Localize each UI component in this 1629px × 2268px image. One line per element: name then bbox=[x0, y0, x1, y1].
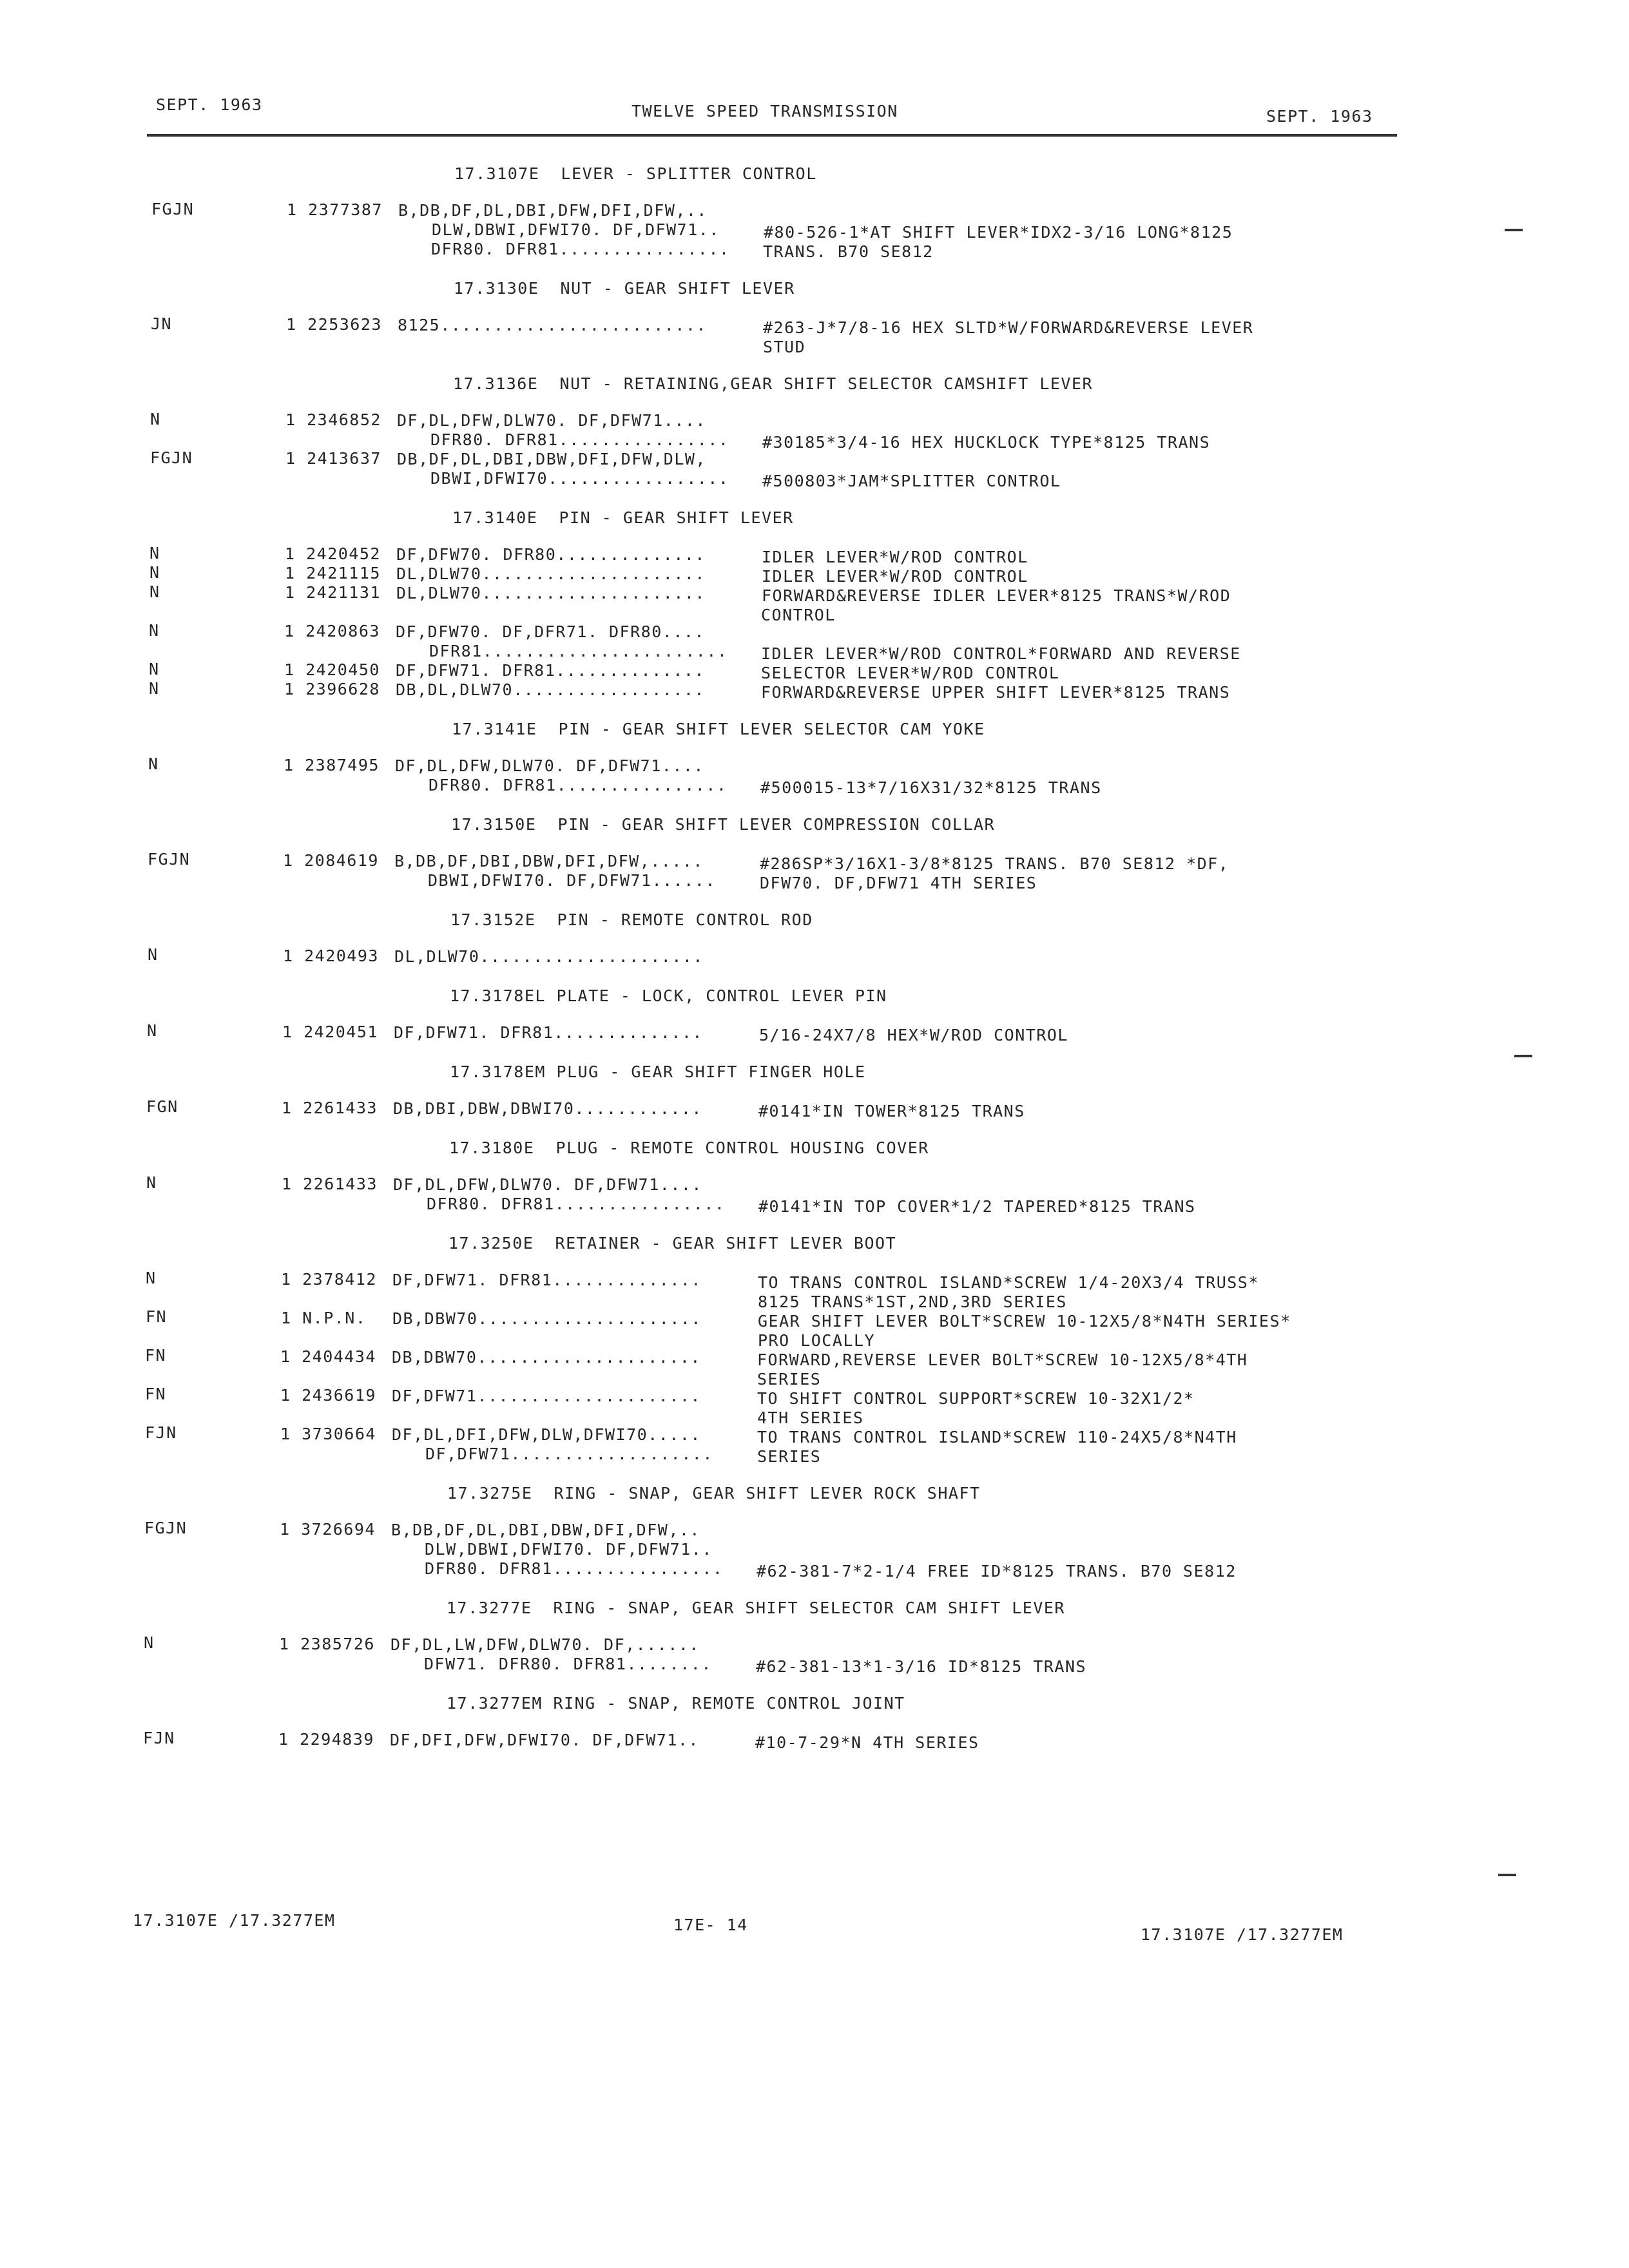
margin-mark bbox=[1514, 1055, 1532, 1057]
model-list: DFW71. DFR80. DFR81........ bbox=[424, 1655, 712, 1673]
part-description: IDLER LEVER*W/ROD CONTROL bbox=[762, 548, 1028, 566]
applicability-code: N bbox=[149, 679, 160, 698]
part-number: 1 2420863 bbox=[284, 622, 380, 640]
section-title: 17.3150E PIN - GEAR SHIFT LEVER COMPRESSION COLLAR bbox=[451, 815, 996, 834]
header-left-date: SEPT. 1963 bbox=[156, 95, 263, 114]
part-description: #286SP*3/16X1-3/8*8125 TRANS. B70 SE812 *DF, bbox=[760, 854, 1229, 873]
section-title: 17.3152E PIN - REMOTE CONTROL ROD bbox=[450, 910, 813, 929]
applicability-code: FGN bbox=[146, 1097, 178, 1116]
applicability-code: N bbox=[149, 660, 160, 678]
part-description: SELECTOR LEVER*W/ROD CONTROL bbox=[761, 664, 1060, 682]
part-description: #30185*3/4-16 HEX HUCKLOCK TYPE*8125 TRANS bbox=[762, 433, 1211, 452]
part-number: 1 2385726 bbox=[279, 1635, 375, 1653]
model-list: DFR80. DFR81................ bbox=[429, 776, 728, 794]
applicability-code: N bbox=[147, 1021, 158, 1040]
applicability-code: N bbox=[149, 563, 160, 582]
model-list: DBWI,DFWI70. DF,DFW71...... bbox=[428, 871, 716, 890]
header-title: TWELVE SPEED TRANSMISSION bbox=[631, 102, 898, 120]
part-number: 1 2294839 bbox=[278, 1730, 374, 1749]
model-list: DBWI,DFWI70................. bbox=[430, 469, 729, 488]
model-list: DLW,DBWI,DFWI70. DF,DFW71.. bbox=[425, 1540, 713, 1559]
applicability-code: FJN bbox=[143, 1729, 175, 1747]
part-description: PRO LOCALLY bbox=[758, 1331, 876, 1350]
part-description: FORWARD&REVERSE IDLER LEVER*8125 TRANS*W/ROD bbox=[762, 586, 1231, 605]
section-title: 17.3107E LEVER - SPLITTER CONTROL bbox=[454, 164, 817, 183]
footer-right: 17.3107E /17.3277EM bbox=[1141, 1925, 1344, 1944]
applicability-code: FGJN bbox=[144, 1519, 188, 1537]
model-list: DB,DBW70..................... bbox=[392, 1348, 701, 1367]
part-description: DFW70. DF,DFW71 4TH SERIES bbox=[760, 874, 1037, 892]
model-list: DF,DFW70. DF,DFR71. DFR80.... bbox=[396, 622, 705, 641]
model-list: DF,DL,DFW,DLW70. DF,DFW71.... bbox=[393, 1175, 702, 1194]
part-description: IDLER LEVER*W/ROD CONTROL bbox=[762, 567, 1028, 586]
part-description: #0141*IN TOWER*8125 TRANS bbox=[758, 1102, 1025, 1120]
model-list: DF,DFW71..................... bbox=[392, 1387, 701, 1405]
model-list: DFR80. DFR81................ bbox=[430, 430, 729, 449]
part-description: STUD bbox=[763, 338, 806, 356]
part-number: 1 2404434 bbox=[280, 1347, 376, 1366]
model-list: DB,DBI,DBW,DBWI70............ bbox=[393, 1099, 702, 1118]
model-list: DFR81....................... bbox=[429, 642, 728, 660]
applicability-code: N bbox=[144, 1633, 155, 1652]
applicability-code: FGJN bbox=[148, 850, 191, 869]
part-description: TO SHIFT CONTROL SUPPORT*SCREW 10-32X1/2* bbox=[757, 1389, 1195, 1408]
section-title: 17.3275E RING - SNAP, GEAR SHIFT LEVER ROCK SHAFT bbox=[447, 1484, 981, 1503]
part-number: 1 2436619 bbox=[280, 1386, 376, 1405]
model-list: DL,DLW70..................... bbox=[396, 584, 706, 602]
model-list: B,DB,DF,DL,DBI,DFW,DFI,DFW,.. bbox=[398, 201, 708, 220]
part-number: 1 2387495 bbox=[284, 756, 380, 774]
header-right-date: SEPT. 1963 bbox=[1266, 107, 1373, 126]
part-description: TO TRANS CONTROL ISLAND*SCREW 110-24X5/8*N4TH bbox=[757, 1428, 1237, 1446]
model-list: DL,DLW70..................... bbox=[394, 947, 704, 966]
section-title: 17.3250E RETAINER - GEAR SHIFT LEVER BOOT bbox=[448, 1234, 897, 1253]
section-title: 17.3130E NUT - GEAR SHIFT LEVER bbox=[454, 279, 795, 298]
part-description: CONTROL bbox=[761, 606, 836, 624]
model-list: DB,DL,DLW70.................. bbox=[396, 680, 705, 699]
section-title: 17.3277EM RING - SNAP, REMOTE CONTROL JOINT bbox=[447, 1694, 905, 1713]
model-list: DLW,DBWI,DFWI70. DF,DFW71.. bbox=[432, 220, 720, 239]
applicability-code: FN bbox=[145, 1385, 167, 1403]
part-description: 8125 TRANS*1ST,2ND,3RD SERIES bbox=[758, 1293, 1067, 1311]
part-description: FORWARD&REVERSE UPPER SHIFT LEVER*8125 TRANS bbox=[761, 683, 1231, 702]
part-number: 1 2377387 bbox=[287, 200, 383, 219]
model-list: DFR80. DFR81................ bbox=[425, 1559, 724, 1578]
model-list: DB,DBW70..................... bbox=[392, 1309, 702, 1328]
part-number: 1 2420451 bbox=[282, 1023, 378, 1041]
part-number: 1 2084619 bbox=[283, 851, 379, 870]
part-description: IDLER LEVER*W/ROD CONTROL*FORWARD AND REVERSE bbox=[761, 644, 1241, 663]
model-list: DF,DL,DFI,DFW,DLW,DFWI70..... bbox=[392, 1425, 701, 1444]
part-number: 1 2396628 bbox=[284, 680, 380, 698]
applicability-code: N bbox=[149, 544, 160, 562]
model-list: DF,DFW71................... bbox=[425, 1445, 713, 1463]
part-description: #500015-13*7/16X31/32*8125 TRANS bbox=[760, 778, 1102, 797]
applicability-code: N bbox=[150, 410, 161, 428]
model-list: DF,DFW71. DFR81.............. bbox=[392, 1271, 702, 1289]
part-description: #62-381-13*1-3/16 ID*8125 TRANS bbox=[756, 1657, 1087, 1676]
footer-center: 17E- 14 bbox=[673, 1916, 748, 1934]
section-title: 17.3141E PIN - GEAR SHIFT LEVER SELECTOR CAM YOKE bbox=[452, 720, 985, 738]
applicability-code: FN bbox=[145, 1346, 167, 1365]
part-description: #62-381-7*2-1/4 FREE ID*8125 TRANS. B70 SE812 bbox=[757, 1562, 1237, 1581]
part-description: FORWARD,REVERSE LEVER BOLT*SCREW 10-12X5/8*4TH bbox=[757, 1350, 1248, 1369]
part-description: SERIES bbox=[757, 1370, 822, 1389]
part-number: 1 2420452 bbox=[285, 544, 381, 563]
applicability-code: N bbox=[148, 754, 159, 773]
header-rule bbox=[147, 134, 1397, 137]
part-description: SERIES bbox=[757, 1447, 822, 1466]
part-number: 1 2346852 bbox=[285, 410, 381, 429]
part-description: #263-J*7/8-16 HEX SLTD*W/FORWARD&REVERSE LEVER bbox=[763, 318, 1254, 337]
section-title: 17.3136E NUT - RETAINING,GEAR SHIFT SELECTOR CAMSHIFT LEVER bbox=[453, 374, 1094, 393]
model-list: DF,DFW71. DFR81.............. bbox=[396, 661, 705, 680]
section-title: 17.3180E PLUG - REMOTE CONTROL HOUSING COVER bbox=[449, 1139, 929, 1157]
applicability-code: N bbox=[146, 1269, 157, 1287]
part-number: 1 2421131 bbox=[285, 583, 381, 602]
part-description: TO TRANS CONTROL ISLAND*SCREW 1/4-20X3/4 TRUSS* bbox=[758, 1273, 1259, 1292]
applicability-code: JN bbox=[151, 314, 173, 333]
applicability-code: N bbox=[149, 582, 160, 601]
applicability-code: FN bbox=[146, 1307, 168, 1326]
part-number: 1 2421115 bbox=[285, 564, 381, 582]
part-number: 1 2420450 bbox=[284, 660, 380, 679]
applicability-code: N bbox=[146, 1173, 157, 1192]
model-list: DF,DL,DFW,DLW70. DF,DFW71.... bbox=[395, 756, 704, 775]
part-description: TRANS. B70 SE812 bbox=[763, 242, 934, 261]
part-number: 1 3730664 bbox=[280, 1425, 376, 1443]
part-description: 5/16-24X7/8 HEX*W/ROD CONTROL bbox=[759, 1026, 1068, 1044]
model-list: DF,DFW71. DFR81.............. bbox=[394, 1023, 703, 1042]
part-description: GEAR SHIFT LEVER BOLT*SCREW 10-12X5/8*N4TH SERIES* bbox=[758, 1312, 1291, 1331]
section-title: 17.3178EL PLATE - LOCK, CONTROL LEVER PIN bbox=[450, 986, 887, 1005]
margin-mark bbox=[1498, 1874, 1516, 1876]
part-description: #80-526-1*AT SHIFT LEVER*IDX2-3/16 LONG*8125 bbox=[764, 223, 1233, 242]
section-title: 17.3277E RING - SNAP, GEAR SHIFT SELECTOR CAM SHIFT LEVER bbox=[447, 1599, 1065, 1617]
part-number: 1 2253623 bbox=[286, 315, 382, 334]
model-list: DFR80. DFR81................ bbox=[427, 1195, 726, 1213]
part-number: 1 2413637 bbox=[285, 449, 381, 468]
part-description: #500803*JAM*SPLITTER CONTROL bbox=[762, 472, 1061, 490]
part-description: #10-7-29*N 4TH SERIES bbox=[755, 1733, 979, 1752]
part-number: 1 2420493 bbox=[283, 947, 379, 965]
part-number: 1 3726694 bbox=[280, 1520, 376, 1539]
model-list: DF,DL,DFW,DLW70. DF,DFW71.... bbox=[397, 411, 706, 430]
part-number: 1 N.P.N. bbox=[281, 1309, 367, 1327]
part-description: #0141*IN TOP COVER*1/2 TAPERED*8125 TRANS bbox=[758, 1197, 1196, 1216]
model-list: B,DB,DF,DL,DBI,DBW,DFI,DFW,.. bbox=[391, 1521, 700, 1539]
applicability-code: FGJN bbox=[150, 448, 193, 467]
model-list: DF,DL,LW,DFW,DLW70. DF,...... bbox=[390, 1635, 700, 1654]
part-number: 1 2378412 bbox=[281, 1270, 377, 1289]
margin-mark bbox=[1505, 229, 1523, 231]
section-title: 17.3178EM PLUG - GEAR SHIFT FINGER HOLE bbox=[450, 1062, 866, 1081]
model-list: DF,DFI,DFW,DFWI70. DF,DFW71.. bbox=[390, 1731, 699, 1749]
footer-left: 17.3107E /17.3277EM bbox=[133, 1911, 336, 1930]
part-number: 1 2261433 bbox=[282, 1175, 378, 1193]
model-list: DFR80. DFR81................ bbox=[431, 240, 730, 258]
part-number: 1 2261433 bbox=[282, 1099, 378, 1117]
applicability-code: FJN bbox=[145, 1423, 177, 1442]
model-list: DL,DLW70..................... bbox=[396, 564, 706, 583]
model-list: B,DB,DF,DBI,DBW,DFI,DFW,..... bbox=[394, 852, 704, 870]
applicability-code: FGJN bbox=[151, 200, 195, 218]
part-description: 4TH SERIES bbox=[757, 1408, 864, 1427]
model-list: DB,DF,DL,DBI,DBW,DFI,DFW,DLW, bbox=[397, 450, 706, 468]
model-list: DF,DFW70. DFR80.............. bbox=[396, 545, 706, 564]
model-list: 8125......................... bbox=[398, 316, 707, 334]
section-title: 17.3140E PIN - GEAR SHIFT LEVER bbox=[452, 508, 794, 527]
applicability-code: N bbox=[148, 945, 159, 964]
applicability-code: N bbox=[149, 621, 160, 640]
